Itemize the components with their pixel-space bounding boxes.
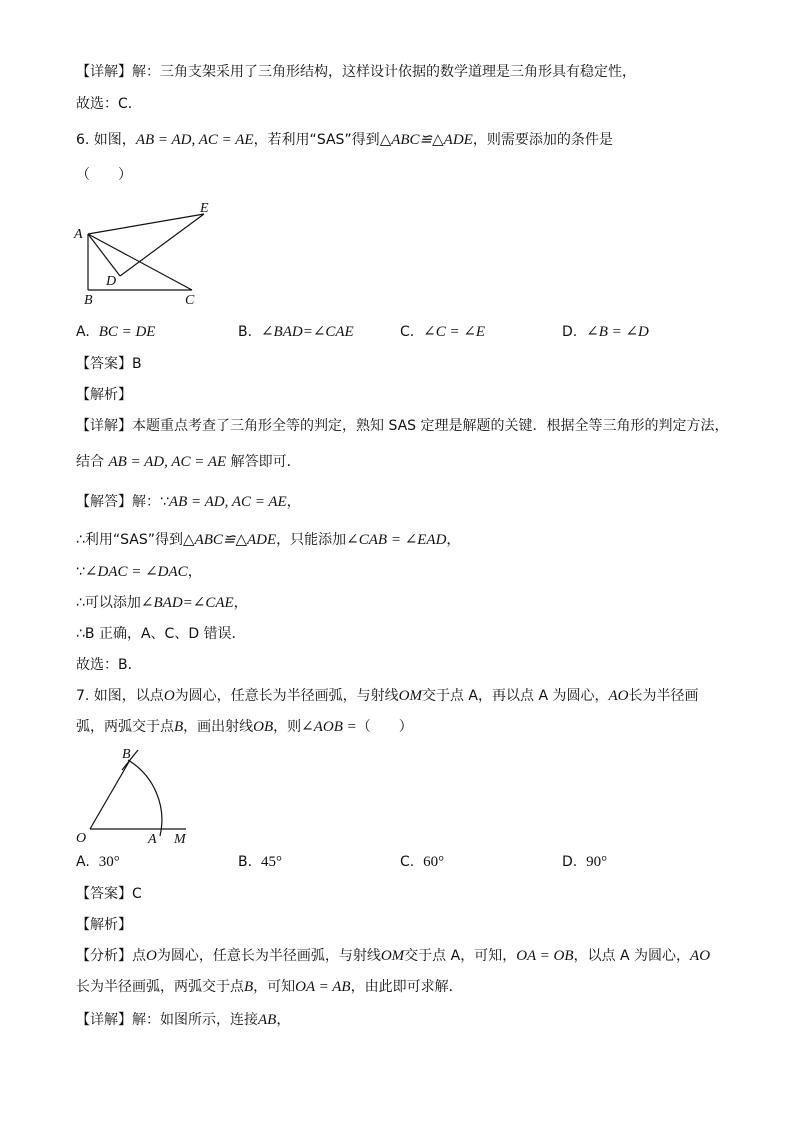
q6-option-c: C. ∠C = ∠E — [400, 324, 486, 340]
q6-label-E: E — [200, 201, 209, 216]
q6-seg-AC — [88, 234, 192, 290]
q6-seg-DE — [120, 214, 204, 276]
q6-choose-line: 故选：B． — [76, 657, 142, 673]
q7-option-b: B. 45° — [238, 854, 282, 870]
q7-option-d: D. 90° — [562, 854, 608, 870]
q6-detail-line1: 【详解】本题重点考查了三角形全等的判定，熟知 SAS 定理是解题的关键．根据全等三角形的判定方法， — [76, 418, 729, 434]
q5-detail-line: 【详解】解：三角支架采用了三角形结构，这样设计依据的数学道理是三角形具有稳定性， — [76, 64, 636, 80]
q6-option-d: D. ∠B = ∠D — [562, 324, 649, 340]
q7-analysis-line1: 【分析】点O为圆心，任意长为半径画弧，与射线OM交于点 A，可知，OA = OB，以点 A 为圆心，AO — [76, 948, 711, 964]
q7-label-M: M — [174, 832, 186, 847]
q6-option-a: A. BC = DE — [76, 324, 156, 340]
q6-label-A: A — [74, 227, 83, 242]
q6-figure — [70, 196, 230, 308]
q6-label-C: C — [185, 293, 195, 308]
q6-paren: （ ） — [76, 167, 132, 183]
q6-option-b: B. ∠BAD=∠CAE — [238, 324, 354, 340]
q6-solution-line5: ∴B 正确，A、C、D 错误． — [76, 626, 246, 642]
q6-solution-line4: ∴可以添加∠BAD=∠CAE， — [76, 595, 248, 611]
q7-detail-line: 【详解】解：如图所示，连接AB， — [76, 1012, 291, 1028]
q7-ray-OB — [90, 760, 130, 829]
q7-figure — [70, 744, 200, 848]
q6-stem-line: 6. 如图，AB = AD, AC = AE，若利用“SAS”得到△ABC≌△ADE，则需要添加的条件是 — [76, 132, 613, 148]
q7-analysis-label: 【解析】 — [76, 917, 132, 933]
q6-solution-line1: 【解答】解：∵AB = AD, AC = AE， — [76, 494, 301, 510]
q7-label-A: A — [148, 832, 157, 847]
q6-seg-AE — [88, 214, 204, 234]
q7-stem-line1: 7. 如图，以点O为圆心，任意长为半径画弧，与射线OM交于点 A，再以点 A 为圆心，AO长为半径画 — [76, 688, 699, 704]
q6-label-B: B — [84, 293, 93, 308]
q7-option-a: A. 30° — [76, 854, 120, 870]
q6-seg-AD — [88, 234, 120, 276]
q6-solution-line2: ∴利用“SAS”得到△ABC≌△ADE，只能添加∠CAB = ∠EAD， — [76, 532, 461, 548]
q7-label-B: B — [122, 747, 131, 762]
q7-answer: 【答案】C — [76, 886, 142, 902]
q6-label-D: D — [106, 274, 117, 289]
q7-arc-centered-O — [128, 760, 162, 836]
q7-analysis-line2: 长为半径画弧，两弧交于点B，可知OA = AB，由此即可求解． — [76, 979, 463, 995]
q6-analysis-label: 【解析】 — [76, 387, 132, 403]
q7-label-O: O — [76, 831, 87, 846]
q6-solution-line3: ∵∠DAC = ∠DAC， — [76, 564, 202, 580]
q7-option-c: C. 60° — [400, 854, 445, 870]
q6-detail-line2: 结合 AB = AD, AC = AE 解答即可． — [76, 454, 301, 470]
q5-choose-line: 故选：C． — [76, 96, 142, 112]
q7-stem-line2: 弧，两弧交于点B，画出射线OB，则∠AOB =（ ） — [76, 719, 413, 735]
q6-answer: 【答案】B — [76, 356, 142, 372]
